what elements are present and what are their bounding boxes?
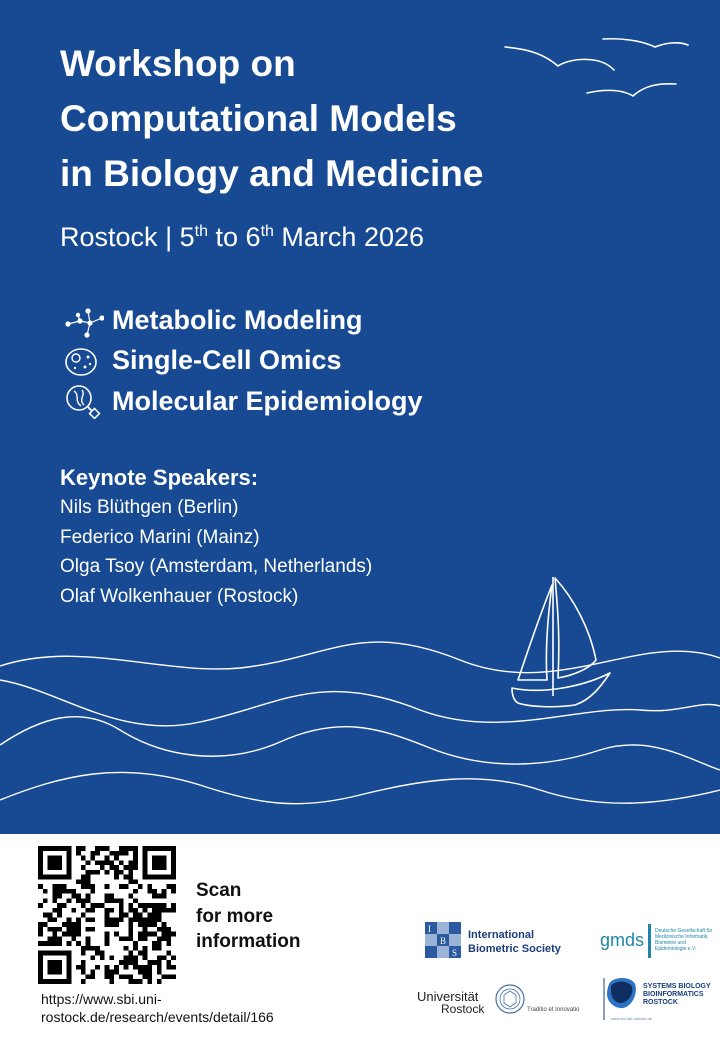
svg-text:BIOINFORMATICS: BIOINFORMATICS — [643, 991, 704, 998]
svg-text:B: B — [440, 936, 447, 946]
footer — [0, 834, 720, 1040]
svg-text:www.sbi.uni-rostock.de: www.sbi.uni-rostock.de — [611, 1016, 652, 1021]
topic-item — [64, 381, 423, 422]
sbi-logo — [603, 976, 713, 1024]
network-icon — [64, 302, 104, 338]
speaker-item: Federico Marini (Mainz) — [60, 526, 260, 548]
svg-text:Epidemiologie e.V.: Epidemiologie e.V. — [655, 946, 697, 952]
magnifier-icon — [64, 383, 104, 419]
date-day1: 5 — [179, 222, 195, 252]
svg-text:I: I — [428, 924, 431, 934]
topic-label: Metabolic Modeling — [112, 304, 363, 335]
qr-code[interactable] — [38, 846, 176, 984]
page-title — [60, 36, 660, 201]
date-separator: | — [165, 222, 173, 252]
svg-text:SYSTEMS BIOLOGY: SYSTEMS BIOLOGY — [643, 983, 711, 990]
svg-text:Traditio et Innovatio: Traditio et Innovatio — [527, 1007, 580, 1013]
date-day2: 6 — [245, 222, 261, 252]
wave-lines — [0, 642, 720, 804]
ibs-logo — [425, 922, 575, 960]
svg-text:Universität: Universität — [417, 989, 479, 1004]
scan-instructions — [196, 878, 301, 955]
date-day2-suffix: th — [260, 223, 274, 240]
speaker-item: Olga Tsoy (Amsterdam, Netherlands) — [60, 556, 373, 577]
svg-text:International: International — [468, 929, 535, 941]
svg-text:Rostock: Rostock — [441, 1002, 485, 1016]
cell-icon — [64, 343, 104, 379]
title-line-1: Workshop on — [60, 43, 296, 84]
date-month-year: March 2026 — [281, 222, 425, 252]
keynote-section — [60, 463, 372, 611]
sailboat-icon — [512, 577, 610, 707]
event-date — [60, 219, 424, 255]
date-city: Rostock — [60, 222, 158, 252]
title-line-2: Computational Models — [60, 98, 457, 139]
svg-text:ROSTOCK: ROSTOCK — [643, 999, 678, 1006]
event-url-link[interactable]: https://www.sbi.uni-rostock.de/research/events/detail/166 — [41, 991, 274, 1025]
date-day1-suffix: th — [194, 223, 208, 240]
svg-text:gmds: gmds — [600, 930, 645, 950]
topic-label: Single-Cell Omics — [112, 345, 342, 376]
speaker-item: Nils Blüthgen (Berlin) — [60, 497, 239, 518]
scan-line: for more — [196, 905, 274, 927]
topic-item — [64, 300, 423, 341]
uni-rostock-logo — [415, 982, 580, 1020]
scan-line: Scan — [196, 880, 242, 901]
svg-text:Medizinische Informatik,: Medizinische Informatik, — [655, 934, 709, 940]
topic-item — [64, 341, 423, 382]
scan-line: information — [196, 931, 301, 952]
svg-text:Deutsche Gesellschaft für: Deutsche Gesellschaft für — [655, 928, 713, 934]
title-line-3: in Biology and Medicine — [60, 153, 484, 194]
svg-text:Biometric Society: Biometric Society — [468, 943, 561, 955]
svg-text:S: S — [452, 948, 458, 958]
gmds-logo — [598, 922, 716, 960]
svg-text:Biometrie und: Biometrie und — [655, 940, 686, 946]
speaker-item: Olaf Wolkenhauer (Rostock) — [60, 585, 299, 607]
topic-list — [64, 300, 423, 422]
date-to: to — [215, 222, 239, 252]
keynote-heading: Keynote Speakers: — [60, 465, 259, 490]
topic-label: Molecular Epidemiology — [112, 385, 423, 416]
